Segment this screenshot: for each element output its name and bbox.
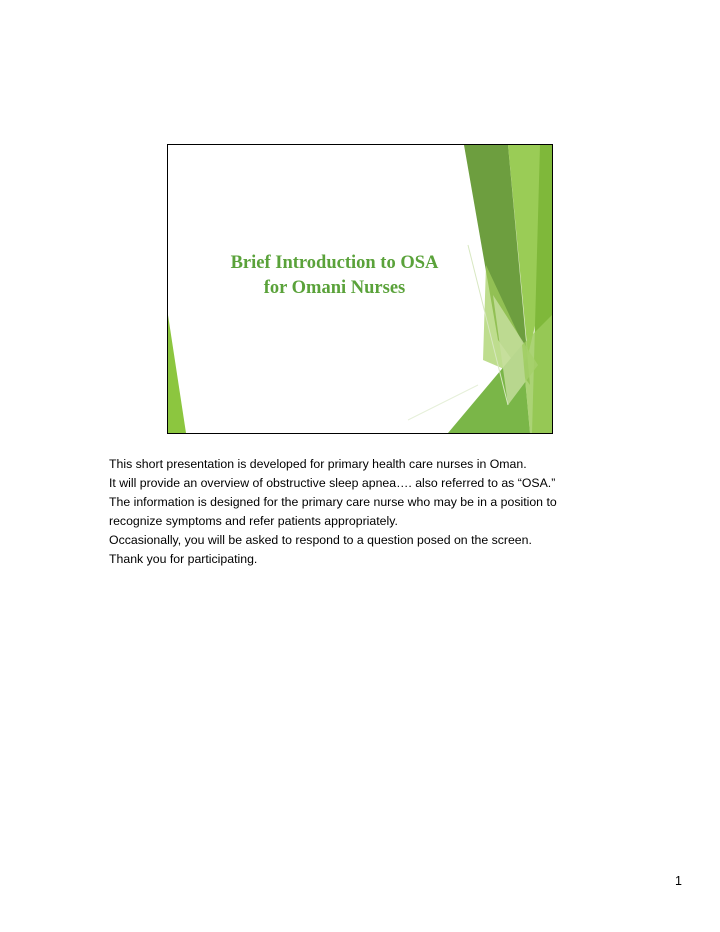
slide-title xyxy=(168,251,501,301)
notes-line: Occasionally, you will be asked to respond to a question posed on the screen. xyxy=(109,533,532,547)
notes-line: This short presentation is developed for primary health care nurses in Oman. xyxy=(109,457,527,471)
notes-line: The information is designed for the primary care nurse who may be in a position to recognize symptoms and refer patients appropriately. xyxy=(109,495,557,528)
slide-title-line-2: for Omani Nurses xyxy=(263,278,406,298)
speaker-notes xyxy=(109,455,609,569)
page-number: 1 xyxy=(675,874,682,888)
notes-line: Thank you for participating. xyxy=(109,552,258,566)
notes-line: It will provide an overview of obstructive sleep apnea…. also referred to as “OSA.” xyxy=(109,476,556,490)
slide-title-line-1: Brief Introduction to OSA xyxy=(230,253,439,273)
slide-thumbnail xyxy=(167,144,553,434)
